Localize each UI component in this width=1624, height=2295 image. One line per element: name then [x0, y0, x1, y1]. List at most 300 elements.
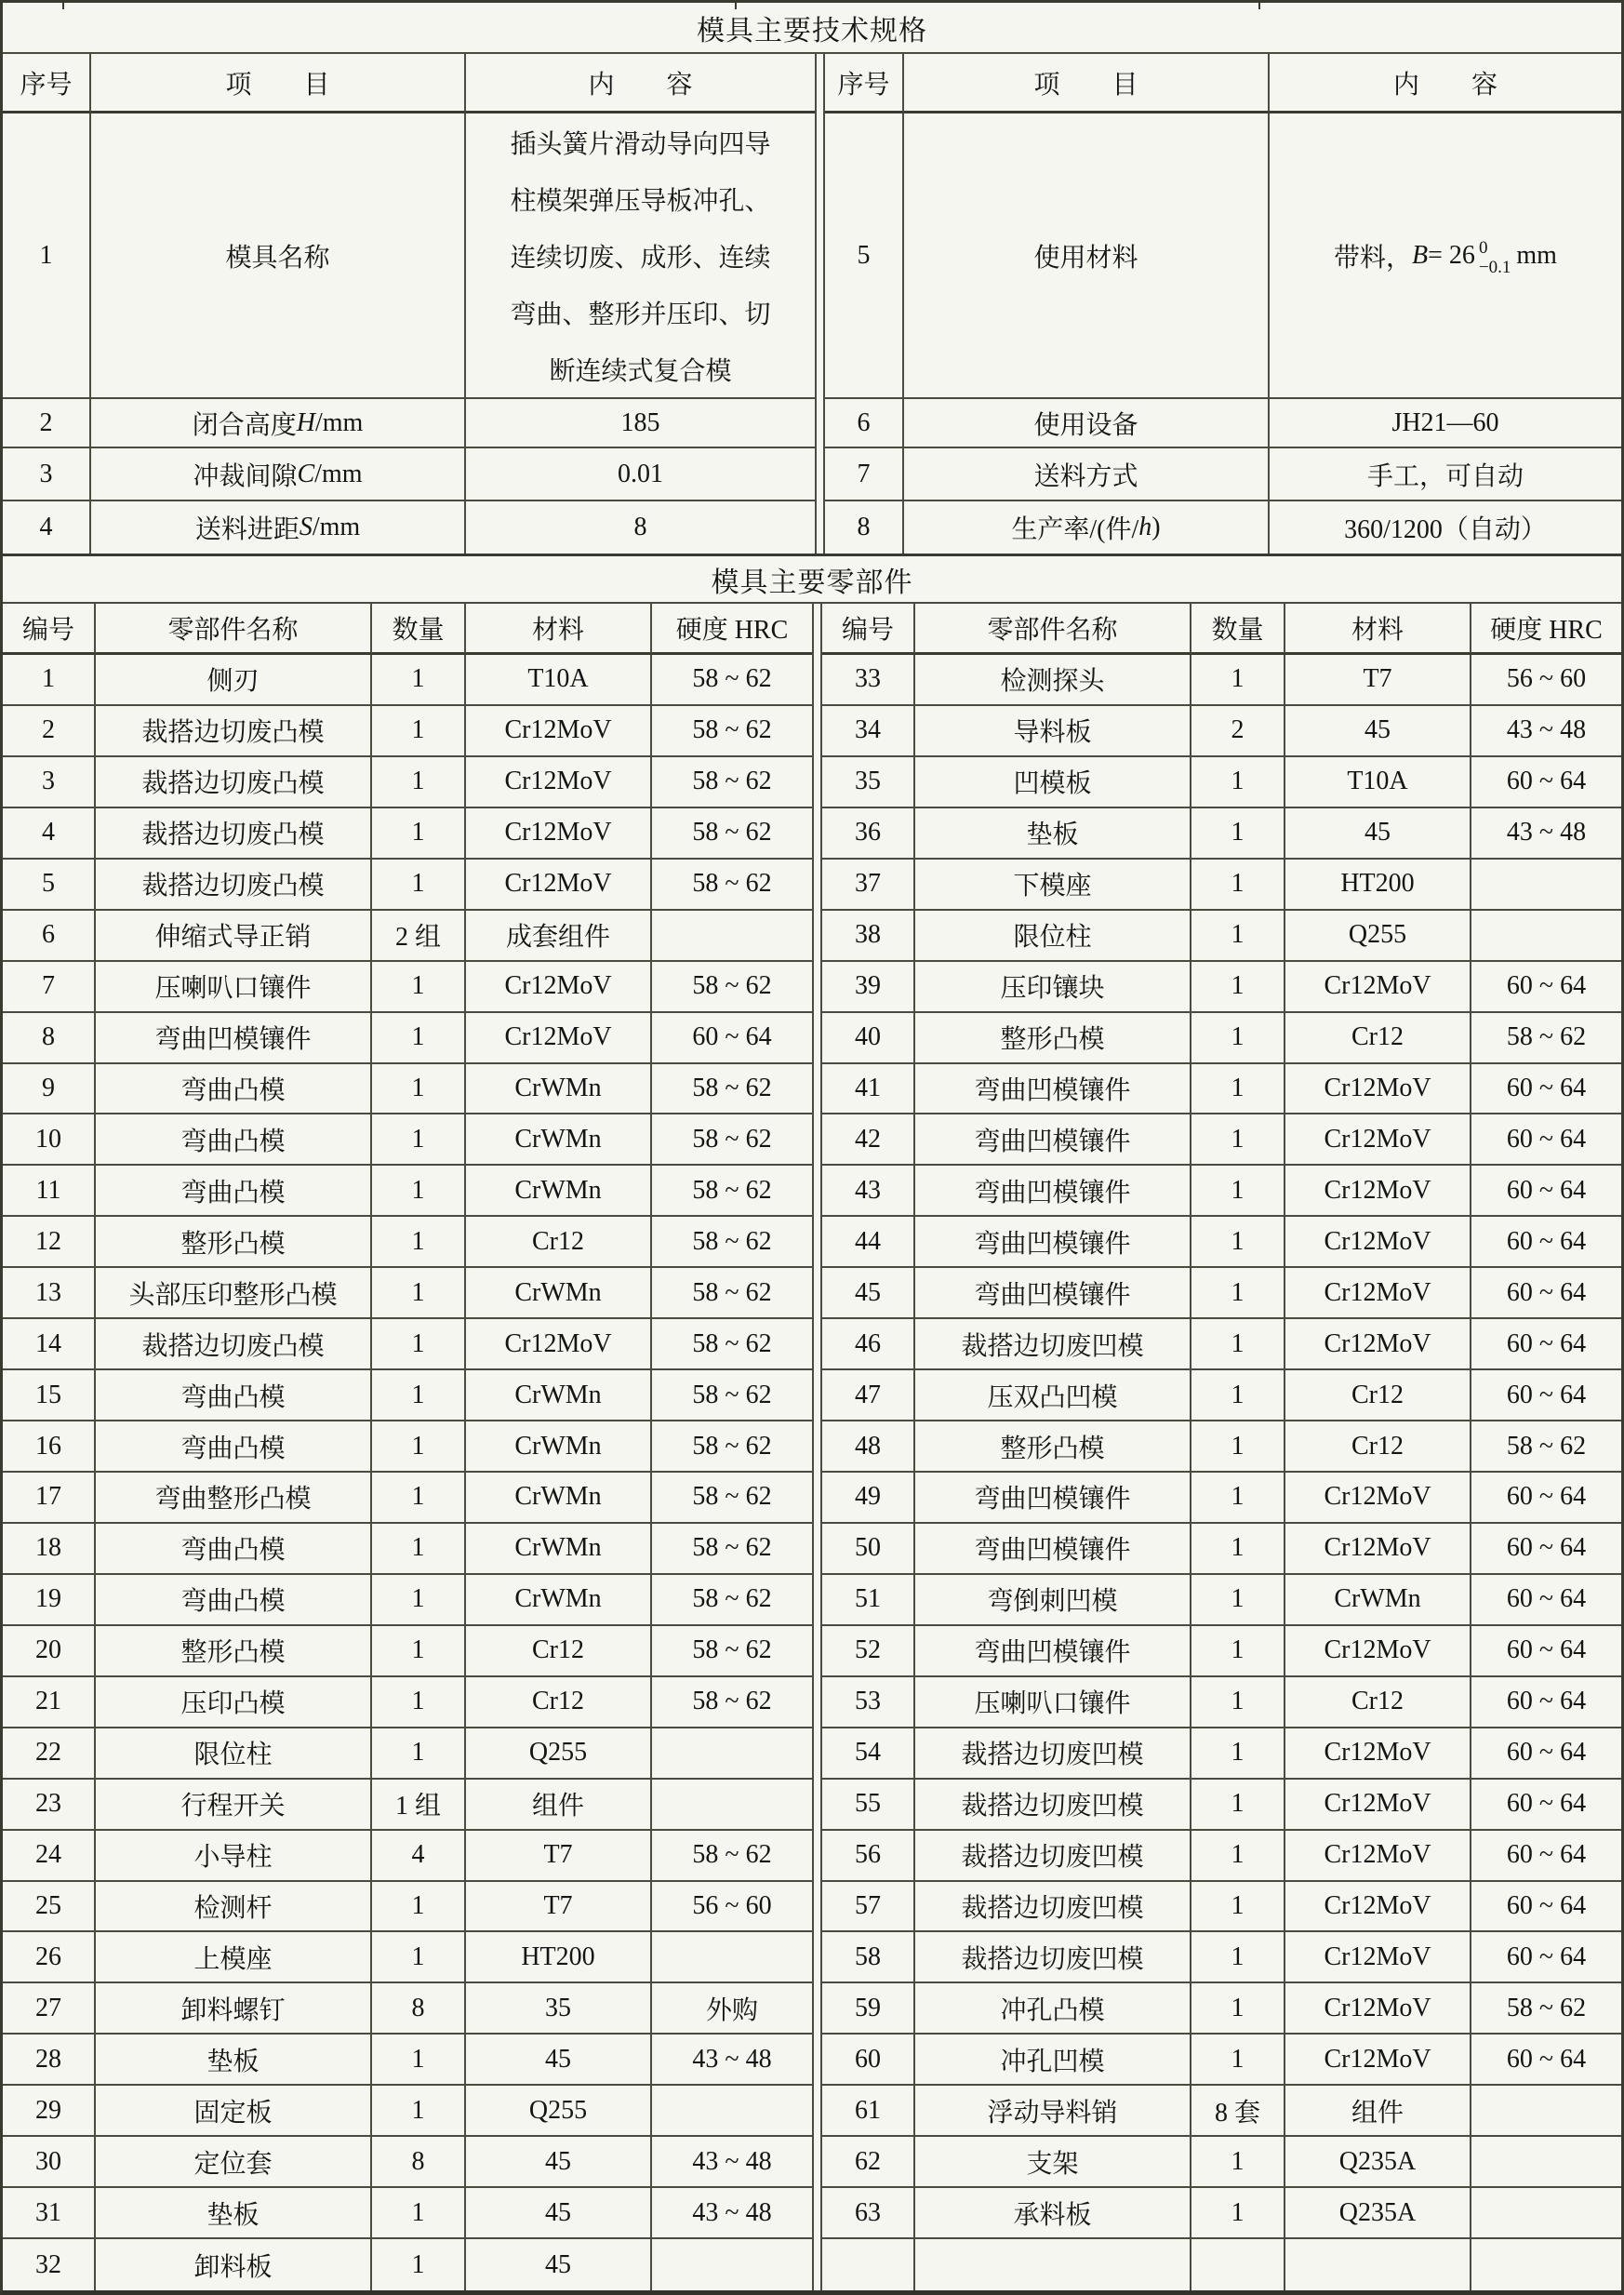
parts-left-row-no: 17 [3, 1473, 96, 1524]
tolerance-stack [1479, 238, 1511, 277]
parts-header-material-left: 材料 [466, 604, 652, 655]
parts-left-row-name: 行程开关 [96, 1780, 372, 1831]
parts-left-row-no: 25 [3, 1882, 96, 1933]
parts-right-row-hardness: 60 ~ 64 [1471, 757, 1621, 808]
parts-right-row-material: T10A [1285, 757, 1471, 808]
parts-left-row-name: 限位柱 [96, 1728, 372, 1780]
mold-name-text: 插头簧片滑动导向四导柱模架弹压导板冲孔、连续切废、成形、连续弯曲、整形并压印、切断连续式复合模 [510, 129, 771, 386]
parts-right-row-material: Cr12MoV [1285, 1473, 1471, 1524]
parts-left-row-no: 4 [3, 808, 96, 860]
parts-right-row-no: 56 [822, 1831, 915, 1882]
parts-table [3, 554, 1621, 2290]
material-unit: mm [1516, 240, 1557, 270]
parts-right-row-hardness: 58 ~ 62 [1471, 1983, 1621, 2035]
spec-row-item [904, 399, 1270, 448]
parts-right-row-no: 35 [822, 757, 915, 808]
parts-left-row-no: 24 [3, 1831, 96, 1882]
parts-left-row-material: CrWMn [466, 1166, 652, 1217]
parts-right-row-material: Cr12MoV [1285, 1114, 1471, 1166]
parts-left-row-hardness: 58 ~ 62 [652, 962, 812, 1013]
parts-left-row-no: 11 [3, 1166, 96, 1217]
parts-left-row-hardness: 56 ~ 60 [652, 1882, 812, 1933]
parts-left-row-no: 6 [3, 911, 96, 962]
parts-left-row-material: 成套组件 [466, 911, 652, 962]
parts-right-row-name: 压喇叭口镶件 [915, 1677, 1191, 1728]
parts-left-row-material: Cr12MoV [466, 808, 652, 860]
parts-right-row-name: 凹模板 [915, 757, 1191, 808]
parts-left-row-no: 14 [3, 1319, 96, 1370]
parts-left-row-material: CrWMn [466, 1114, 652, 1166]
parts-right-row-qty: 2 [1191, 706, 1285, 757]
spec-row-item [904, 448, 1270, 501]
parts-left-row-name: 裁搭边切废凸模 [96, 706, 372, 757]
parts-right-row-material: Cr12MoV [1285, 962, 1471, 1013]
parts-right-row-qty: 1 [1191, 1217, 1285, 1268]
parts-left-row-qty: 1 [372, 2086, 466, 2137]
parts-left-row-no: 27 [3, 1983, 96, 2035]
item-unit: /mm [312, 513, 361, 541]
parts-left-row-hardness: 58 ~ 62 [652, 1421, 812, 1473]
parts-left-row-name: 整形凸模 [96, 1217, 372, 1268]
spec-table [3, 3, 1621, 554]
parts-right-row-name: 弯曲凹模镶件 [915, 1064, 1191, 1115]
parts-right-row-qty: 1 [1191, 757, 1285, 808]
parts-right-row-hardness: 58 ~ 62 [1471, 1421, 1621, 1473]
parts-left-row-material: T7 [466, 1882, 652, 1933]
parts-right-row-name: 弯倒刺凹模 [915, 1575, 1191, 1626]
parts-left-row-hardness [652, 1728, 812, 1780]
parts-left-row-material: CrWMn [466, 1268, 652, 1319]
parts-right-row-material [1285, 2239, 1471, 2290]
spec-row-content: 0.01 [466, 448, 815, 501]
spec-row-content: JH21—60 [1270, 399, 1621, 448]
spec-row-item [91, 501, 466, 554]
parts-right-row-qty: 1 [1191, 1677, 1285, 1728]
spec-row-no: 4 [3, 501, 91, 554]
parts-left-row-no: 21 [3, 1677, 96, 1728]
parts-left-row-name: 弯曲凸模 [96, 1575, 372, 1626]
parts-right-row-hardness: 43 ~ 48 [1471, 706, 1621, 757]
parts-right-row-qty: 1 [1191, 1268, 1285, 1319]
parts-left-row-qty: 1 [372, 1114, 466, 1166]
spec-row-content: 8 [633, 513, 647, 541]
parts-right-row-name: 弯曲凹模镶件 [915, 1268, 1191, 1319]
item-text: 冲裁间隙 [193, 461, 298, 491]
parts-left-row-name: 头部压印整形凸模 [96, 1268, 372, 1319]
parts-left-row-no: 3 [3, 757, 96, 808]
parts-left-row-material: Cr12MoV [466, 962, 652, 1013]
parts-left-row-no: 28 [3, 2035, 96, 2086]
parts-right-row-qty: 1 [1191, 911, 1285, 962]
parts-left-row-name: 弯曲整形凸模 [96, 1473, 372, 1524]
parts-right-row-material: Cr12 [1285, 1370, 1471, 1421]
parts-right-row-name: 整形凸模 [915, 1013, 1191, 1064]
parts-left-row-name: 弯曲凸模 [96, 1064, 372, 1115]
parts-right-row-material: Cr12MoV [1285, 1882, 1471, 1933]
parts-right-row-no: 48 [822, 1421, 915, 1473]
parts-left-row-hardness: 58 ~ 62 [652, 1831, 812, 1882]
parts-right-row-name: 弯曲凹模镶件 [915, 1626, 1191, 1677]
parts-left-row-qty: 1 [372, 1677, 466, 1728]
spec-row-no: 6 [825, 399, 904, 448]
parts-right-row-name: 裁搭边切废凹模 [915, 1831, 1191, 1882]
item-unit: /mm [314, 459, 363, 488]
parts-right-row-name: 垫板 [915, 808, 1191, 860]
parts-left-row-name: 弯曲凸模 [96, 1524, 372, 1575]
parts-left-row-material: CrWMn [466, 1370, 652, 1421]
tolerance-upper: 0 [1478, 237, 1488, 258]
parts-header-qty-right: 数量 [1191, 604, 1285, 655]
parts-right-row-qty: 1 [1191, 1166, 1285, 1217]
parts-left-row-hardness: 58 ~ 62 [652, 1626, 812, 1677]
parts-right-row-material: Cr12 [1285, 1421, 1471, 1473]
parts-right-row-no: 42 [822, 1114, 915, 1166]
parts-header-name-left: 零部件名称 [96, 604, 372, 655]
parts-left-row-name: 裁搭边切废凸模 [96, 860, 372, 911]
parts-left-row-hardness: 58 ~ 62 [652, 1370, 812, 1421]
parts-left-row-no: 30 [3, 2137, 96, 2188]
parts-right-row-material: Q235A [1285, 2188, 1471, 2239]
spec-header-no-left: 序号 [3, 54, 91, 113]
parts-left-row-qty: 1 [372, 1217, 466, 1268]
parts-left-row-name: 垫板 [96, 2035, 372, 2086]
parts-left-row-material: Cr12 [466, 1677, 652, 1728]
parts-left-row-hardness: 58 ~ 62 [652, 1575, 812, 1626]
parts-left-row-no: 20 [3, 1626, 96, 1677]
parts-right-row-no: 45 [822, 1268, 915, 1319]
parts-right-row-hardness [1471, 2137, 1621, 2188]
parts-left-row-qty: 1 [372, 1421, 466, 1473]
parts-right-row-qty: 1 [1191, 1882, 1285, 1933]
parts-left-row-hardness [652, 911, 812, 962]
parts-left-row-no: 23 [3, 1780, 96, 1831]
parts-left-row-qty: 4 [372, 1831, 466, 1882]
parts-left-row-qty: 1 [372, 1626, 466, 1677]
parts-left-row-name: 裁搭边切废凸模 [96, 757, 372, 808]
parts-header-qty-left: 数量 [372, 604, 466, 655]
parts-right-row-material: Cr12MoV [1285, 1780, 1471, 1831]
parts-right-row-hardness [1471, 911, 1621, 962]
parts-right-row-name: 裁搭边切废凹模 [915, 1882, 1191, 1933]
parts-right-row-name [915, 2239, 1191, 2290]
spec-row-content: 手工，可自动 [1270, 448, 1621, 501]
parts-right-row-no: 36 [822, 808, 915, 860]
parts-left-row-material: Cr12MoV [466, 706, 652, 757]
parts-right-row-no: 57 [822, 1882, 915, 1933]
parts-right-row-name: 冲孔凹模 [915, 2035, 1191, 2086]
spec-row-content [1270, 113, 1621, 399]
parts-right-row-no: 33 [822, 655, 915, 706]
parts-left-row-hardness: 58 ~ 62 [652, 706, 812, 757]
parts-right-row-hardness: 60 ~ 64 [1471, 1319, 1621, 1370]
spec-header-item-right: 项 目 [904, 54, 1270, 113]
spec-row-no: 1 [3, 113, 91, 399]
parts-right-row-qty: 1 [1191, 1064, 1285, 1115]
parts-right-row-material: Q235A [1285, 2137, 1471, 2188]
spec-header-item-left: 项 目 [91, 54, 466, 113]
spec-row-content: 185 [466, 399, 815, 448]
parts-right-row-no: 39 [822, 962, 915, 1013]
parts-right-row-name: 裁搭边切废凹模 [915, 1932, 1191, 1983]
parts-left-row-qty: 2 组 [372, 911, 466, 962]
parts-right-row-material: 45 [1285, 706, 1471, 757]
parts-right-row-no: 58 [822, 1932, 915, 1983]
parts-right-row-material: HT200 [1285, 860, 1471, 911]
parts-left-row-name: 弯曲凸模 [96, 1421, 372, 1473]
parts-left-row-material: CrWMn [466, 1473, 652, 1524]
parts-right-row-hardness: 60 ~ 64 [1471, 1217, 1621, 1268]
parts-right-row-hardness: 43 ~ 48 [1471, 808, 1621, 860]
spec-row-content [466, 113, 815, 399]
spec-row-item [904, 501, 1270, 554]
parts-right-row-qty: 1 [1191, 1319, 1285, 1370]
parts-right-row-no: 63 [822, 2188, 915, 2239]
parts-left-row-material: Cr12MoV [466, 1319, 652, 1370]
parts-left-row-qty: 8 [372, 1983, 466, 2035]
parts-left-row-material: Cr12MoV [466, 1013, 652, 1064]
item-var: H [296, 407, 315, 437]
spec-row-item: 模具名称 [91, 113, 466, 399]
parts-left-row-material: T10A [466, 655, 652, 706]
top-rule-stub [1258, 3, 1260, 9]
parts-right-row-hardness: 60 ~ 64 [1471, 1575, 1621, 1626]
parts-left-row-hardness: 58 ~ 62 [652, 1166, 812, 1217]
parts-right-row-name: 浮动导料销 [915, 2086, 1191, 2137]
tolerance-lower: −0.1 [1478, 257, 1511, 277]
parts-right-row-qty: 1 [1191, 2137, 1285, 2188]
parts-right-row-qty: 8 套 [1191, 2086, 1285, 2137]
parts-right-row-material: Cr12MoV [1285, 1524, 1471, 1575]
parts-right-row-name: 裁搭边切废凹模 [915, 1319, 1191, 1370]
parts-left-row-hardness [652, 1780, 812, 1831]
parts-left-row-no: 10 [3, 1114, 96, 1166]
parts-left-row-name: 垫板 [96, 2188, 372, 2239]
parts-right-row-hardness: 60 ~ 64 [1471, 1728, 1621, 1780]
parts-left-row-qty: 1 [372, 2188, 466, 2239]
parts-right-row-name: 弯曲凹模镶件 [915, 1473, 1191, 1524]
parts-left-row-no: 18 [3, 1524, 96, 1575]
spec-header-content-left: 内 容 [466, 54, 815, 113]
parts-header-hardness-left: 硬度 HRC [652, 604, 812, 655]
material-text: 带料， [1334, 243, 1413, 273]
parts-left-row-qty: 1 [372, 2239, 466, 2290]
parts-left-row-material: Cr12MoV [466, 860, 652, 911]
parts-left-row-qty: 1 [372, 1932, 466, 1983]
parts-right-row-qty: 1 [1191, 1932, 1285, 1983]
parts-right-row-qty [1191, 2239, 1285, 2290]
parts-right-row-hardness: 56 ~ 60 [1471, 655, 1621, 706]
parts-right-row-name: 裁搭边切废凹模 [915, 1780, 1191, 1831]
parts-right-row-material: 45 [1285, 808, 1471, 860]
parts-left-row-name: 弯曲凸模 [96, 1114, 372, 1166]
parts-left-row-hardness: 58 ~ 62 [652, 1473, 812, 1524]
parts-right-row-material: Cr12MoV [1285, 1728, 1471, 1780]
parts-left-row-hardness: 58 ~ 62 [652, 1677, 812, 1728]
parts-right-row-hardness: 60 ~ 64 [1471, 1626, 1621, 1677]
parts-left-row-qty: 1 [372, 1370, 466, 1421]
parts-header-material-right: 材料 [1285, 604, 1471, 655]
top-rule-stub [62, 3, 64, 9]
parts-right-row-material: Cr12MoV [1285, 1319, 1471, 1370]
parts-right-row-material: Q255 [1285, 911, 1471, 962]
parts-right-row-material: T7 [1285, 655, 1471, 706]
parts-left-row-no: 8 [3, 1013, 96, 1064]
parts-right-row-no: 51 [822, 1575, 915, 1626]
column-separator [815, 54, 825, 554]
parts-left-row-qty: 1 [372, 1575, 466, 1626]
parts-left-row-material: Cr12 [466, 1217, 652, 1268]
parts-left-row-material: Cr12MoV [466, 757, 652, 808]
parts-right-row-qty: 1 [1191, 2035, 1285, 2086]
parts-right-row-no: 34 [822, 706, 915, 757]
item-text: 使用设备 [1033, 410, 1138, 440]
parts-right-row-name: 检测探头 [915, 655, 1191, 706]
parts-right-row-hardness: 60 ~ 64 [1471, 1166, 1621, 1217]
parts-right-row-qty: 1 [1191, 1780, 1285, 1831]
parts-left-row-qty: 1 [372, 1064, 466, 1115]
parts-left-row-name: 弯曲凸模 [96, 1166, 372, 1217]
parts-left-row-material: Q255 [466, 2086, 652, 2137]
parts-header-name-right: 零部件名称 [915, 604, 1191, 655]
parts-left-row-material: Cr12 [466, 1626, 652, 1677]
item-text: 生产率/(件/ [1011, 515, 1139, 544]
parts-right-row-hardness: 60 ~ 64 [1471, 2035, 1621, 2086]
parts-left-row-name: 伸缩式导正销 [96, 911, 372, 962]
parts-right-row-no: 50 [822, 1524, 915, 1575]
parts-left-row-hardness: 43 ~ 48 [652, 2188, 812, 2239]
parts-right-row-no [822, 2239, 915, 2290]
item-var: S [299, 513, 313, 541]
spec-row-item: 使用材料 [904, 113, 1270, 399]
material-eq: = 26 [1428, 240, 1475, 270]
parts-table-title: 模具主要零部件 [3, 556, 1621, 604]
parts-left-row-material: CrWMn [466, 1421, 652, 1473]
parts-left-row-material: CrWMn [466, 1575, 652, 1626]
parts-left-row-material: 35 [466, 1983, 652, 2035]
parts-right-row-no: 61 [822, 2086, 915, 2137]
parts-left-row-name: 压喇叭口镶件 [96, 962, 372, 1013]
parts-right-row-hardness: 60 ~ 64 [1471, 1370, 1621, 1421]
parts-right-row-name: 压印镶块 [915, 962, 1191, 1013]
parts-left-row-name: 弯曲凹模镶件 [96, 1013, 372, 1064]
parts-right-row-no: 54 [822, 1728, 915, 1780]
parts-right-row-no: 49 [822, 1473, 915, 1524]
item-var: C [297, 459, 315, 488]
spec-row-no: 7 [825, 448, 904, 501]
parts-left-row-material: CrWMn [466, 1064, 652, 1115]
parts-right-row-name: 承料板 [915, 2188, 1191, 2239]
parts-left-row-hardness: 58 ~ 62 [652, 1268, 812, 1319]
spec-table-title: 模具主要技术规格 [3, 3, 1621, 54]
parts-left-row-hardness: 58 ~ 62 [652, 1064, 812, 1115]
parts-right-row-material: Cr12MoV [1285, 1932, 1471, 1983]
item-var: h [1138, 513, 1152, 541]
parts-right-row-no: 38 [822, 911, 915, 962]
parts-right-row-name: 弯曲凹模镶件 [915, 1114, 1191, 1166]
parts-left-row-no: 2 [3, 706, 96, 757]
parts-left-row-no: 7 [3, 962, 96, 1013]
parts-left-row-no: 15 [3, 1370, 96, 1421]
parts-left-row-qty: 1 [372, 706, 466, 757]
parts-left-row-name: 固定板 [96, 2086, 372, 2137]
parts-left-row-hardness: 58 ~ 62 [652, 757, 812, 808]
parts-left-row-material: 组件 [466, 1780, 652, 1831]
parts-left-row-hardness: 58 ~ 62 [652, 808, 812, 860]
item-text: 闭合高度 [192, 410, 297, 440]
parts-left-row-no: 5 [3, 860, 96, 911]
parts-left-row-no: 9 [3, 1064, 96, 1115]
parts-left-row-no: 32 [3, 2239, 96, 2290]
parts-left-row-hardness: 43 ~ 48 [652, 2137, 812, 2188]
parts-right-row-hardness: 60 ~ 64 [1471, 1524, 1621, 1575]
parts-left-row-hardness [652, 1932, 812, 1983]
parts-right-row-qty: 1 [1191, 1728, 1285, 1780]
parts-header-no-right: 编号 [822, 604, 915, 655]
parts-left-row-qty: 1 [372, 1882, 466, 1933]
parts-left-row-qty: 1 组 [372, 1780, 466, 1831]
parts-right-row-material: Cr12MoV [1285, 1064, 1471, 1115]
parts-right-row-no: 53 [822, 1677, 915, 1728]
parts-left-row-no: 22 [3, 1728, 96, 1780]
parts-right-row-hardness [1471, 860, 1621, 911]
parts-left-row-qty: 1 [372, 1166, 466, 1217]
parts-right-row-material: Cr12 [1285, 1677, 1471, 1728]
spec-row-no: 2 [3, 399, 91, 448]
parts-left-row-qty: 1 [372, 1013, 466, 1064]
parts-right-row-name: 限位柱 [915, 911, 1191, 962]
parts-right-row-qty: 1 [1191, 860, 1285, 911]
parts-left-row-name: 弯曲凸模 [96, 1370, 372, 1421]
parts-right-row-no: 37 [822, 860, 915, 911]
spec-row-item [91, 448, 466, 501]
parts-right-row-no: 44 [822, 1217, 915, 1268]
parts-right-row-material: Cr12MoV [1285, 1831, 1471, 1882]
parts-right-row-hardness: 60 ~ 64 [1471, 1268, 1621, 1319]
parts-right-row-no: 47 [822, 1370, 915, 1421]
parts-right-row-material: Cr12MoV [1285, 1217, 1471, 1268]
parts-left-row-qty: 1 [372, 860, 466, 911]
parts-right-row-qty: 1 [1191, 1013, 1285, 1064]
parts-left-row-hardness: 58 ~ 62 [652, 1524, 812, 1575]
spec-header-no-right: 序号 [825, 54, 904, 113]
parts-left-row-name: 卸料螺钉 [96, 1983, 372, 2035]
parts-right-row-no: 40 [822, 1013, 915, 1064]
parts-left-row-no: 29 [3, 2086, 96, 2137]
parts-right-row-material: Cr12MoV [1285, 1268, 1471, 1319]
spec-row-item [91, 399, 466, 448]
parts-right-row-qty: 1 [1191, 808, 1285, 860]
parts-right-row-hardness: 60 ~ 64 [1471, 1780, 1621, 1831]
parts-right-row-qty: 1 [1191, 962, 1285, 1013]
parts-right-row-hardness: 60 ~ 64 [1471, 1882, 1621, 1933]
parts-left-row-material: CrWMn [466, 1524, 652, 1575]
parts-right-row-hardness: 58 ~ 62 [1471, 1013, 1621, 1064]
parts-right-row-qty: 1 [1191, 1114, 1285, 1166]
parts-right-row-no: 46 [822, 1319, 915, 1370]
parts-right-row-no: 60 [822, 2035, 915, 2086]
parts-left-row-name: 小导柱 [96, 1831, 372, 1882]
parts-left-row-no: 26 [3, 1932, 96, 1983]
parts-right-row-hardness: 60 ~ 64 [1471, 1064, 1621, 1115]
parts-right-row-hardness: 60 ~ 64 [1471, 1932, 1621, 1983]
parts-left-row-name: 定位套 [96, 2137, 372, 2188]
parts-right-row-material: Cr12MoV [1285, 1983, 1471, 2035]
parts-right-row-hardness: 60 ~ 64 [1471, 962, 1621, 1013]
parts-left-row-no: 16 [3, 1421, 96, 1473]
parts-left-row-no: 19 [3, 1575, 96, 1626]
parts-left-row-hardness: 58 ~ 62 [652, 860, 812, 911]
parts-left-row-name: 压印凸模 [96, 1677, 372, 1728]
